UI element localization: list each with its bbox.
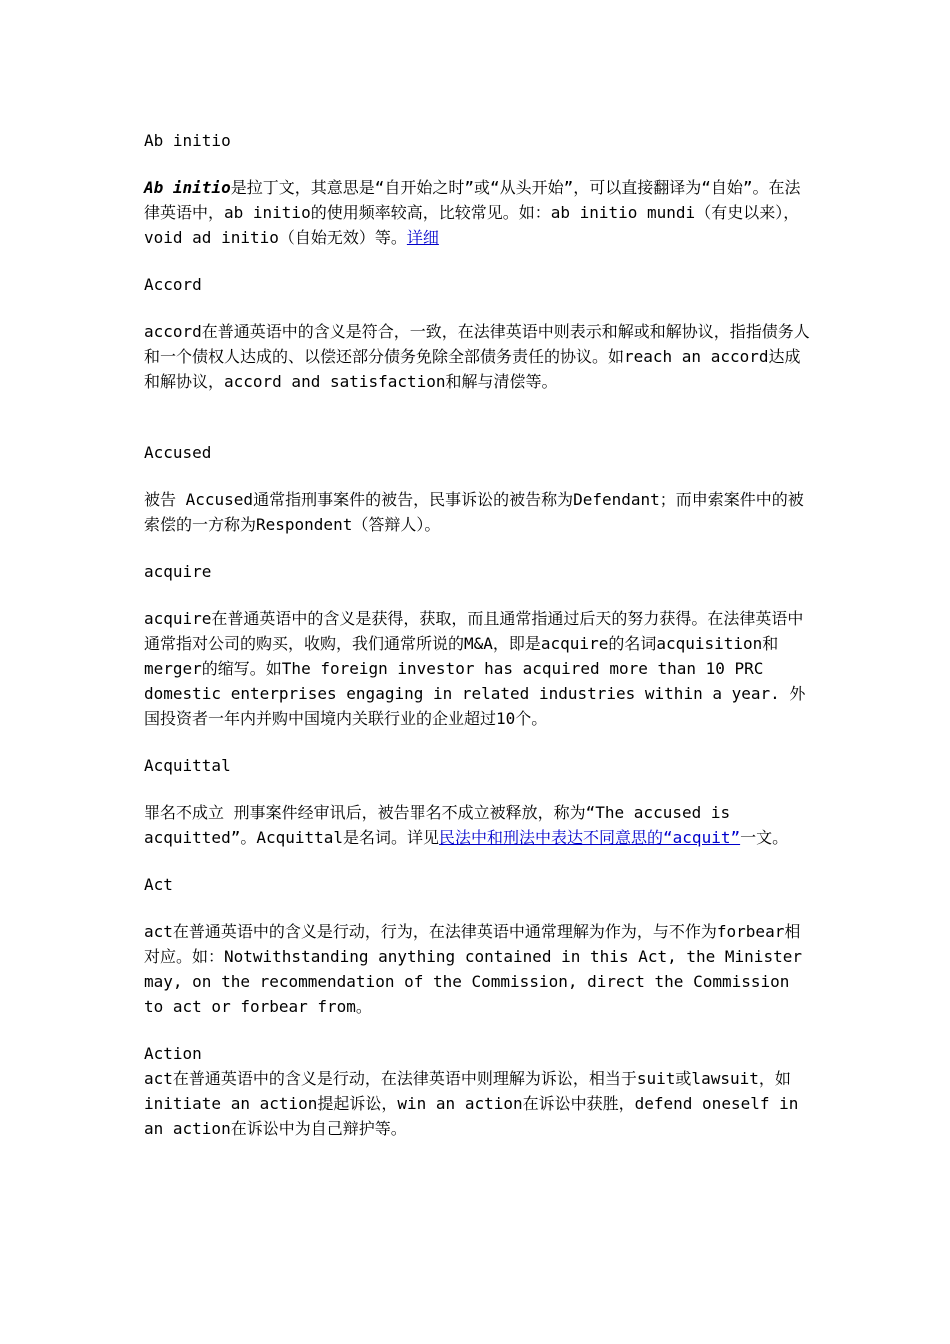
term-heading: Act: [144, 875, 173, 894]
term-definition: 被告 Accused通常指刑事案件的被告，民事诉讼的被告称为Defendant；而申索案件中的被索偿的一方称为Respondent（答辩人）。: [144, 490, 804, 534]
definition-text: 罪名不成立 刑事案件经审讯后，被告罪名不成立被释放，称为“The accused is acquitted”。Acquittal是名词。详见: [144, 803, 731, 847]
term-heading: acquire: [144, 562, 212, 581]
term-heading: Accused: [144, 443, 212, 462]
definition-text-after: 一文。: [740, 828, 789, 847]
detail-link[interactable]: 详细: [406, 228, 439, 247]
term-definition: [144, 800, 812, 850]
term-definition: accord在普通英语中的含义是符合，一致，在法律英语中则表示和解或和解协议，指指债务人和一个债权人达成的、以偿还部分债务免除全部债务责任的协议。如reach an accord达成和解协议，accord and satisfaction和解与清偿等。: [144, 322, 810, 391]
term-definition: acquire在普通英语中的含义是获得，获取，而且通常指通过后天的努力获得。在法律英语中通常指对公司的购买，收购，我们通常所说的M&A，即是acquire的名词acquisition和merger的缩写。如The foreign investor has acquired more than 10 PRC domestic enterprises engaging in related industries within a year. 外国投资者一年内并购中国境内关联行业的企业超过10个。: [144, 609, 806, 728]
definition-text: 是拉丁文，其意思是“自开始之时”或“从头开始”，可以直接翻译为“自始”。在法律英语中，ab initio的使用频率较高，比较常见。如：ab initio mundi（有史以来），void ad initio（自始无效）等。: [144, 178, 801, 247]
latin-term: Ab initio: [144, 178, 231, 197]
term-definition: act在普通英语中的含义是行动，在法律英语中则理解为诉讼，相当于suit或lawsuit，如initiate an action提起诉讼，win an action在诉讼中获胜，defend oneself in an action在诉讼中为自己辩护等。: [144, 1069, 799, 1138]
term-heading: Ab initio: [144, 131, 231, 150]
term-definition: act在普通英语中的含义是行动，行为，在法律英语中通常理解为作为，与不作为forbear相对应。如：Notwithstanding anything contained in this Act, the Minister may, on the recommendation of the Commission, direct the Commission to act or forbear from。: [144, 922, 802, 1016]
document-body: [144, 128, 812, 1141]
term-heading: Action: [144, 1044, 202, 1063]
term-definition: [144, 175, 812, 250]
article-link[interactable]: 民法中和刑法中表达不同意思的“acquit”: [439, 828, 741, 847]
term-heading: Acquittal: [144, 756, 231, 775]
term-heading: Accord: [144, 275, 202, 294]
